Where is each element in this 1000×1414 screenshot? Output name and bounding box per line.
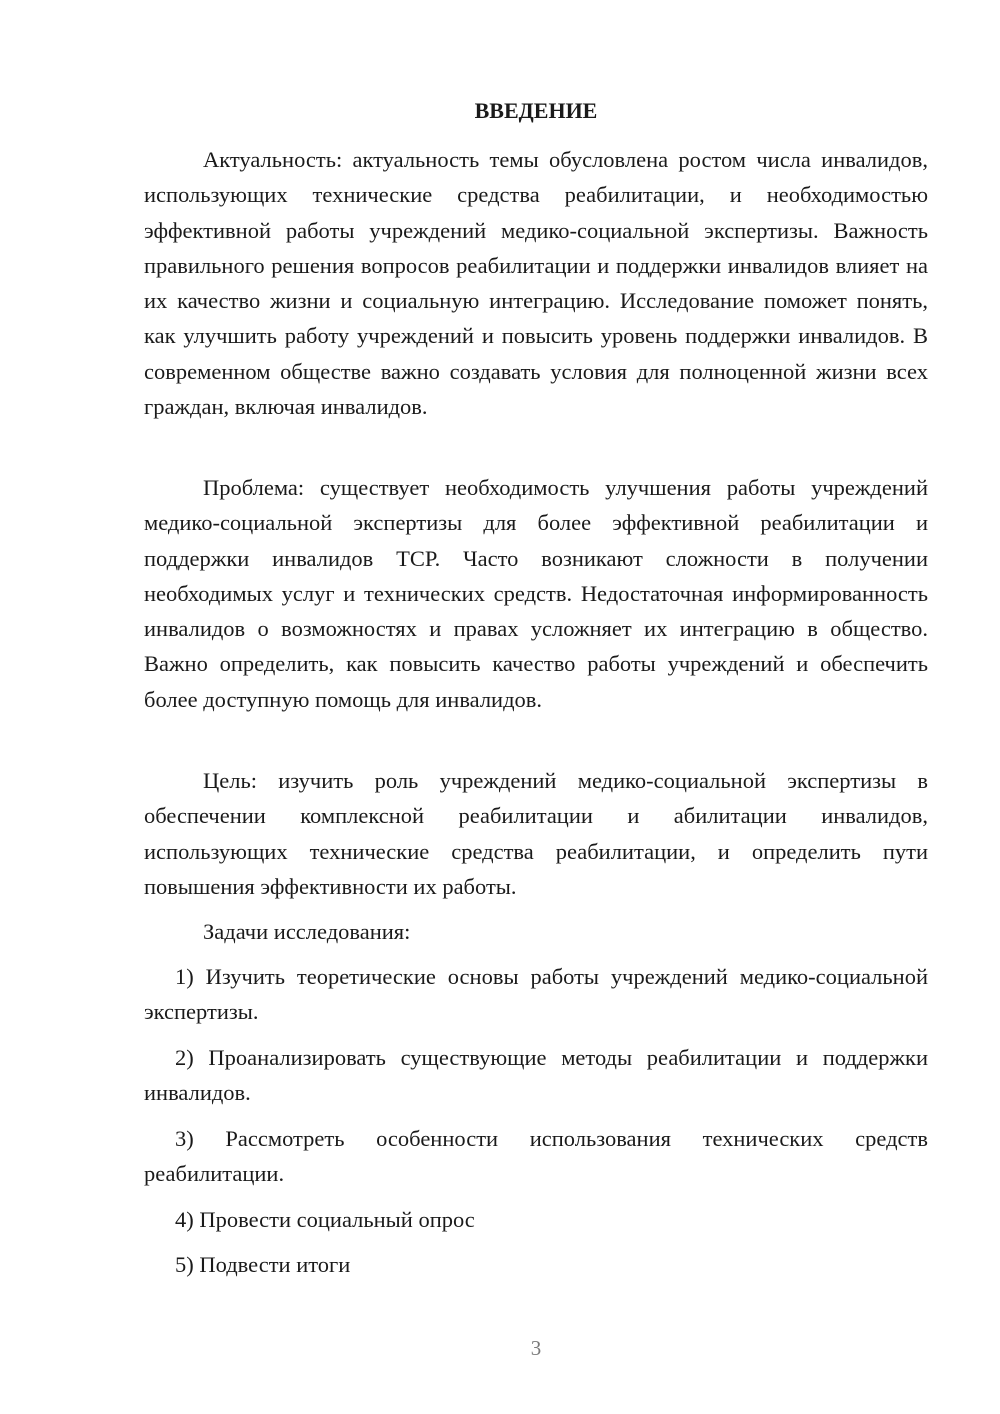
page-number: 3 (530, 1336, 542, 1360)
task-item-5: 5) Подвести итоги (175, 1252, 351, 1277)
task-item-3: 3) Рассмотреть особенности использования технических средств реабилитации. (144, 1126, 928, 1187)
tasks-heading: Задачи исследования: (203, 919, 411, 944)
problem-paragraph: Проблема: существует необходимость улучшения работы учреждений медико-социальной экспертизы для более эффективной реабилитации и поддержки инвалидов ТСР. Часто возникают сложности в получении необходимых услуг и технических средств. Недостаточная информированность инвалидов о возможностях и правах усложняет их интеграцию в общество. Важно определить, как повысить качество работы учреждений и обеспечить более доступную помощь для инвалидов. (144, 475, 928, 712)
task-item-2: 2) Проанализировать существующие методы реабилитации и поддержки инвалидов. (144, 1045, 928, 1106)
section-heading: ВВЕДЕНИЕ (474, 98, 598, 123)
relevance-paragraph: Актуальность: актуальность темы обусловлена ростом числа инвалидов, использующих технические средства реабилитации, и необходимостью эффективной работы учреждений медико-социальной экспертизы. Важность правильного решения вопросов реабилитации и поддержки инвалидов влияет на их качество жизни и социальную интеграцию. Исследование поможет понять, как улучшить работу учреждений и повысить уровень поддержки инвалидов. В современном обществе важно создавать условия для полноценной жизни всех граждан, включая инвалидов. (144, 147, 928, 420)
task-item-4: 4) Провести социальный опрос (175, 1207, 475, 1232)
task-item-1: 1) Изучить теоретические основы работы учреждений медико-социальной экспертизы. (144, 964, 928, 1025)
goal-paragraph: Цель: изучить роль учреждений медико-социальной экспертизы в обеспечении комплексной реабилитации и абилитации инвалидов, использующих технические средства реабилитации, и определить пути повышения эффективности их работы. (144, 768, 928, 899)
